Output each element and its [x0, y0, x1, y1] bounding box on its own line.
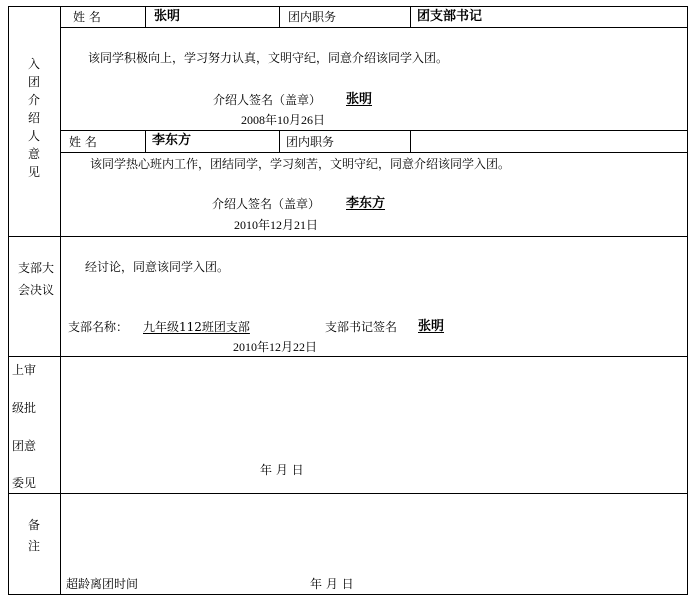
branch-label-text: 支部大会决议 — [18, 261, 55, 297]
intro1-signature-name: 张明 — [346, 92, 373, 107]
intro1-duty-label: 团内职务 — [288, 10, 337, 24]
remarks-date-placeholder: 年 月 日 — [310, 577, 354, 591]
branch-date: 2010年12月22日 — [233, 340, 318, 354]
intro1-duty-value: 团支部书记 — [417, 9, 483, 24]
intro1-date: 2008年10月26日 — [241, 113, 326, 127]
approval-label-line4: 委见 — [12, 476, 37, 490]
branch-name-label: 支部名称： — [68, 320, 129, 334]
section1-label: 入团介绍人意见 — [27, 57, 40, 179]
intro2-duty-label: 团内职务 — [286, 135, 335, 149]
branch-name-value: 九年级112班团支部 — [143, 320, 250, 334]
intro2-divider-b — [279, 130, 280, 153]
intro1-signature-label: 介绍人签名（盖章） — [213, 93, 322, 107]
intro1-name-value: 张明 — [154, 9, 181, 24]
intro2-opinion: 该同学热心班内工作，团结同学，学习刻苦，文明守纪，同意介绍该同学入团。 — [90, 157, 511, 171]
branch-label — [18, 257, 62, 301]
approval-label-line1: 上审 — [12, 363, 37, 377]
approval-date-placeholder: 年 月 日 — [260, 463, 304, 477]
intro2-header-bottom — [60, 152, 688, 153]
intro1-divider-a — [145, 6, 146, 28]
intro2-signature-name: 李东方 — [346, 196, 386, 211]
branch-decision: 经讨论，同意该同学入团。 — [85, 260, 230, 274]
table-border-left — [8, 6, 9, 595]
intro2-divider-c — [410, 130, 411, 153]
overage-label: 超龄离团时间 — [66, 577, 139, 591]
intro2-name-label: 姓 名 — [69, 135, 97, 149]
intro1-header-bottom — [60, 27, 688, 28]
intro2-date: 2010年12月21日 — [234, 218, 319, 232]
intro1-divider-c — [410, 6, 411, 28]
section-divider-2 — [8, 356, 688, 357]
intro2-name-value: 李东方 — [152, 133, 192, 148]
secretary-name: 张明 — [418, 319, 445, 334]
table-border-bottom — [8, 594, 688, 595]
intro2-divider-a — [145, 130, 146, 153]
intro1-name-label: 姓 名 — [73, 10, 101, 24]
approval-label-line2: 级批 — [12, 401, 37, 415]
section-divider-1 — [8, 236, 688, 237]
intro2-header-top — [60, 130, 688, 131]
intro1-divider-b — [279, 6, 280, 28]
remarks-label: 备注 — [27, 518, 40, 553]
intro2-signature-label: 介绍人签名（盖章） — [212, 197, 321, 211]
intro1-opinion: 该同学积极向上，学习努力认真，文明守纪，同意介绍该同学入团。 — [88, 51, 449, 65]
table-border-right — [687, 6, 688, 595]
table-border-top — [8, 6, 688, 7]
approval-label-line3: 团意 — [12, 439, 37, 453]
section-divider-3 — [8, 493, 688, 494]
secretary-label: 支部书记签名 — [325, 320, 398, 334]
